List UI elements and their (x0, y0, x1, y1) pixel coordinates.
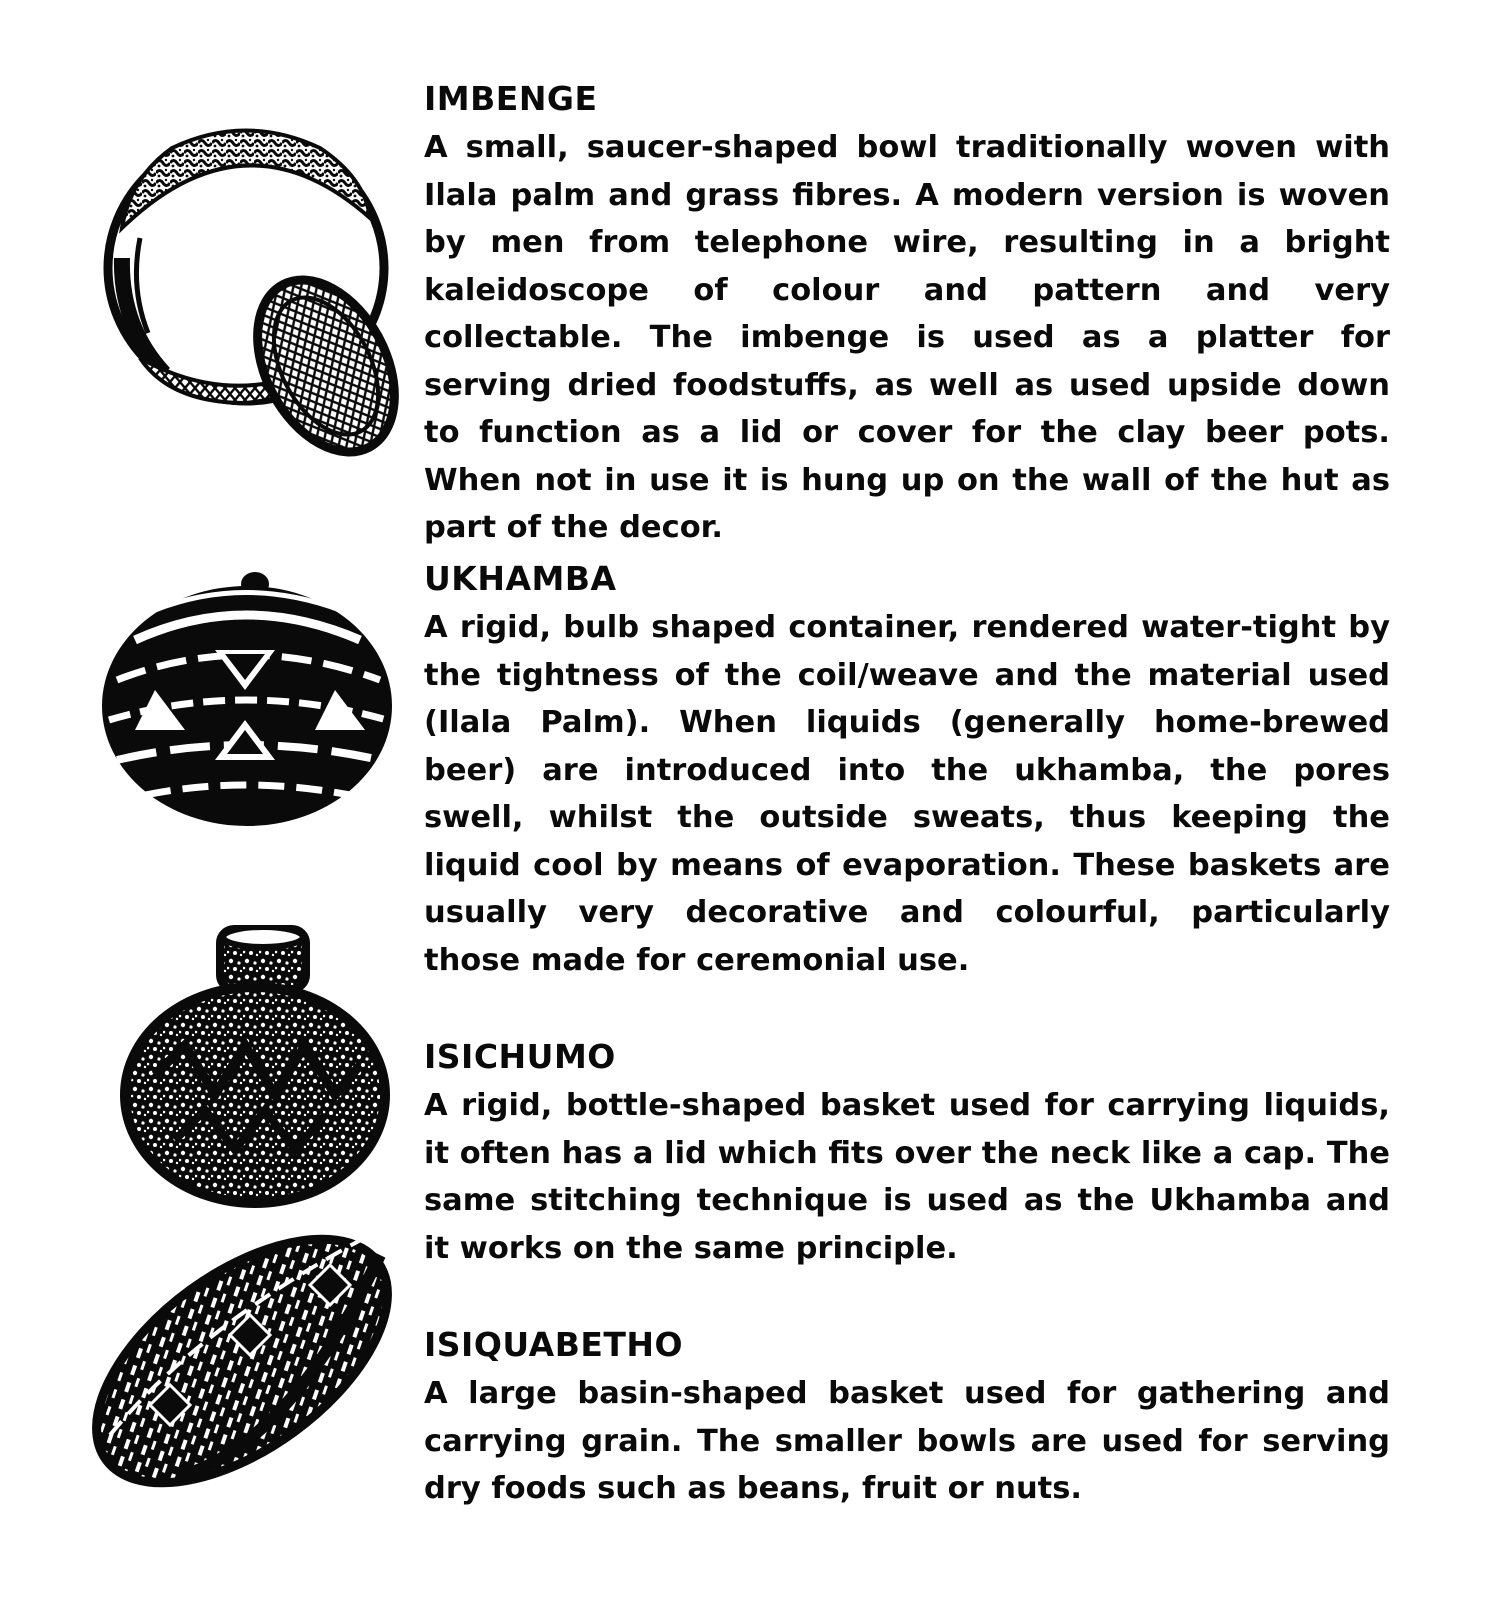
entry-body: A large basin-shaped basket used for gathering and carrying grain. The smaller bowls are used for serving dry foods such as beans, fruit or nuts. (424, 1376, 1390, 1506)
isiquabetho-basin-icon (80, 1215, 400, 1500)
entry-body: A small, saucer-shaped bowl traditionally woven with Ilala palm and grass fibres. A modern version is woven by men from telephone wire, resulting in a bright kaleidoscope of colour and pattern and very collectable. The imbenge is used as a platter for serving dried foodstuffs, as well as used upside down to function as a lid or cover for the clay beer pots. When not in use it is hung up on the wall of the hut as part of the decor. (424, 130, 1390, 545)
entry-heading: ISIQUABETHO (424, 1325, 684, 1364)
entry-heading: UKHAMBA (424, 559, 617, 598)
entry-imbenge (424, 78, 1390, 552)
ukhamba-basket-icon (95, 570, 400, 832)
imbenge-bowl-icon (100, 118, 410, 478)
entry-isiquabetho (424, 1324, 1390, 1513)
entry-body: A rigid, bottle-shaped basket used for carrying liquids, it often has a lid which fits over the neck like a cap. The same stitching technique is used as the Ukhamba and it works on the same principle. (424, 1088, 1390, 1266)
entry-heading: IMBENGE (424, 79, 598, 118)
entry-isichumo (424, 1036, 1390, 1272)
entry-heading: ISICHUMO (424, 1037, 616, 1076)
entry-body: A rigid, bulb shaped container, rendered water-tight by the tightness of the coil/weave and the material used (Ilala Palm). When liquids (generally home-brewed beer) are introduced into the ukhamba, the pores swell, whilst the outside sweats, thus keeping the liquid cool by means of evaporation. These baskets are usually very decorative and colourful, particularly those made for ceremonial use. (424, 610, 1390, 978)
entry-ukhamba (424, 558, 1390, 984)
isichumo-bottle-icon (115, 925, 390, 1210)
